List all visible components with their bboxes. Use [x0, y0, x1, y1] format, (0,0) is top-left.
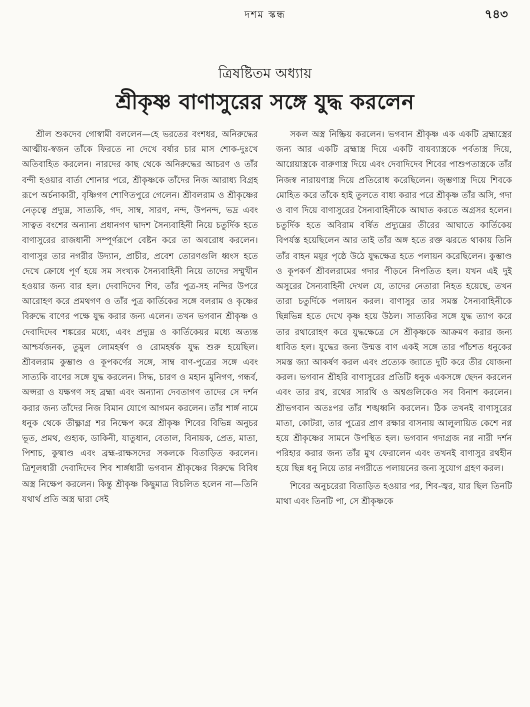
chapter-label: ত্রিষষ্টিতম অধ্যায় [218, 66, 312, 82]
running-header: দশম স্কন্ধ [244, 10, 286, 21]
text-columns [22, 128, 512, 510]
page-number: ৭৪৩ [484, 7, 508, 21]
paragraph: সকল অস্ত্র নিষ্ক্রিয় করলেন। ভগবান শ্রীকৃষ্ণ এক একটি ব্রহ্মাস্ত্রের জন্য আর একটি ব্রহ্মাস্ত্র দিয়ে একটি বায়ব্যাস্ত্রকে পর্বতাস্ত্র দিয়ে, আগ্নেয়াস্ত্রকে বারুণাস্ত্র দিয়ে এবং দেবাদিদেব শিবের পাশুপতাস্ত্রকে তাঁর নিজস্ব নারায়ণাস্ত্র দিয়ে প্রতিরোধ করেছিলেন। জৃম্ভণাস্ত্র দিয়ে শিবকে মোহিত করে তাঁকে হাই তুলতে বাধ্য করার পরে শ্রীকৃষ্ণ তাঁর অসি, গদা ও বাণ দিয়ে বাণাসুরের সৈন্যবাহিনীকে আঘাত করতে অগ্রসর হলেন। চতুর্দিক হতে অবিরাম বর্ষিত প্রদ্যুম্নের তীরের আঘাতে কার্তিকেয় বিপর্যস্ত হয়েছিলেন আর তাই তাঁর অঙ্গ হতে রক্ত ঝরতে থাকায় তিনি তাঁর বাহন ময়ূর পৃষ্ঠে উঠে যুদ্ধক্ষেত্র হতে পলায়ন করেছিলেন। কুম্ভাণ্ড ও কূপকর্ণ শ্রীবলরামের গদার পীড়নে নিপতিত হল। যখন এই দুই অসুরের সৈন্যবাহিনী দেখল যে, তাদের নেতারা নিহত হয়েছে, তখন তারা চতুর্দিকে পলায়ন করল। বাণাসুর তার সমস্ত সৈন্যবাহিনীকে ছিন্নভিন্ন হতে দেখে কৃষ্ণ হয়ে উঠল। সাত্যকির সঙ্গে যুদ্ধ ত্যাগ করে তার রথারোহণ করে যুদ্ধক্ষেত্রে সে শ্রীকৃষ্ণকে আক্রমণ করার জন্য ধাবিত হল। যুদ্ধের জন্য উন্মত্ত বাণ একই সঙ্গে তার পাঁচশত ধনুকের সমস্ত জ্যা আকর্ষণ করল এবং প্রত্যেক জ্যাতে দুটি করে তীর যোজনা করল। ভগবান শ্রীহরি বাণাসুরের প্রতিটি ধনুক একসঙ্গে ছেদন করলেন এবং তার রথ, রথের সারথি ও অশ্বগুলিকেও সব বিনাশ করলেন। শ্রীভগবান অতঃপর তাঁর শঙ্খধ্বনি করলেন। ঠিক তখনই বাণাসুরের মাতা, কোটরা, তার পুত্রের প্রাণ রক্ষার বাসনায় আলুলায়িত কেশে নগ্ন হয়ে শ্রীকৃষ্ণের সামনে উপস্থিত হল। ভগবান গদাগ্রজ নগ্ন নারী দর্শন পরিহার করার জন্য তাঁর মুখ ফেরালেন এবং তখনই বাণাসুর রথহীন হয়ে ছিন্ন ধনু নিয়ে তার নগরীতে পলায়নের জন্য সুযোগ গ্রহণ করল। [276, 130, 512, 475]
chapter-title: শ্রীকৃষ্ণ বাণাসুরের সঙ্গে যুদ্ধ করলেন [115, 89, 415, 114]
left-column [22, 128, 258, 510]
right-column [276, 128, 512, 510]
paragraph: শ্রীল শুকদেব গোস্বামী বললেন—হে ভরতের বংশধর, অনিরুদ্ধের আত্মীয়-স্বজন তাঁকে ফিরতে না দেখে বর্ষার চার মাস শোক-দুঃখে অতিবাহিত করলেন। নারদের কাছ থেকে অনিরুদ্ধের আচরণ ও তাঁর বন্দী হওয়ার বার্তা শোনার পরে, শ্রীকৃষ্ণকে তাঁদের নিজ আরাধ্য বিগ্রহ রূপে অর্চনাকারী, বৃষ্ণিগণ শোণিতপুরে গেলেন। শ্রীবলরাম ও শ্রীকৃষ্ণের নেতৃত্বে প্রদ্যুম্ন, সাত্যকি, গদ, সাম্ব, সারণ, নন্দ, উপনন্দ, ভদ্র এবং সাত্বত বংশের অন্যান্য প্রধানগণ দ্বাদশ সৈন্যবাহিনী নিয়ে চতুর্দিক হতে বাণাসুরের রাজধানী সম্পূর্ণরূপে বেষ্টন করে তা অবরোধ করলেন। বাণাসুর তার নগরীর উদ্যান, প্রাচীর, প্রবেশ তোরণগুলি ধ্বংস হতে দেখে ক্রোধে পূর্ণ হয়ে সম সংখ্যক সৈন্যবাহিনী নিয়ে তাদের সম্মুখীন হওয়ার জন্য বার হল। দেবাদিদেব শিব, তাঁর পুত্র-সহ নন্দির উপরে আরোহণ করে প্রমথগণ ও তাঁর পুত্র কার্তিকের সঙ্গে বলরাম ও কৃষ্ণের বিরুদ্ধে বাণের পক্ষে যুদ্ধ করার জন্য এলেন। তখন ভগবান শ্রীকৃষ্ণ ও দেবাদিদেব শঙ্করের মধ্যে, এবং প্রদ্যুম্ন ও কার্তিকেয়র মধ্যে অত্যন্ত আশ্চর্যজনক, তুমুল লোমহর্ষণ ও রোমহর্ষক যুদ্ধ শুরু হয়েছিল। শ্রীবলরাম কুম্ভাণ্ড ও কূপকর্ণের সঙ্গে, সাম্ব বাণ-পুত্রের সঙ্গে এবং সাত্যকি বাণের সঙ্গে যুদ্ধ করলেন। সিদ্ধ, চারণ ও মহান মুনিগণ, গন্ধর্ব, অপ্সরা ও যক্ষগণ সহ ব্রহ্মা এবং অন্যান্য দেবতাগণ তাদের সে দর্শন করার জন্য তাঁদের নিজ বিমান যোগে আগমন করলেন। তাঁর শার্ঙ্গ নামে ধনুক থেকে তীক্ষ্ণাগ্র শর নিক্ষেপ করে শ্রীকৃষ্ণ শিবের বিভিন্ন অনুচর ভূত, প্রমথ, গুহ্যক, ডাকিনী, যাতুধান, বেতাল, বিনায়ক, প্রেত, মাতা, পিশাচ, কুষ্মাণ্ড এবং ব্রহ্ম-রাক্ষসদের সকলকে বিতাড়িত করলেন। ত্রিশূলধারী দেবাদিদেব শিব শার্ঙ্গধারী ভগবান শ্রীকৃষ্ণের বিরুদ্ধে বিবিধ অস্ত্র নিক্ষেপ করলেন। কিন্তু শ্রীকৃষ্ণ কিছুমাত্র বিচলিত হলেন না—তিনি যথার্থ প্রতি অস্ত্র দ্বারা সেই [22, 130, 258, 505]
paragraph: শিবের অনুচরেরা বিতাড়িত হওয়ার পর, শিব-জ্বর, যার ছিল তিনটি মাথা এবং তিনটি পা, সে শ্রীকৃষ্ণকে [276, 481, 512, 507]
